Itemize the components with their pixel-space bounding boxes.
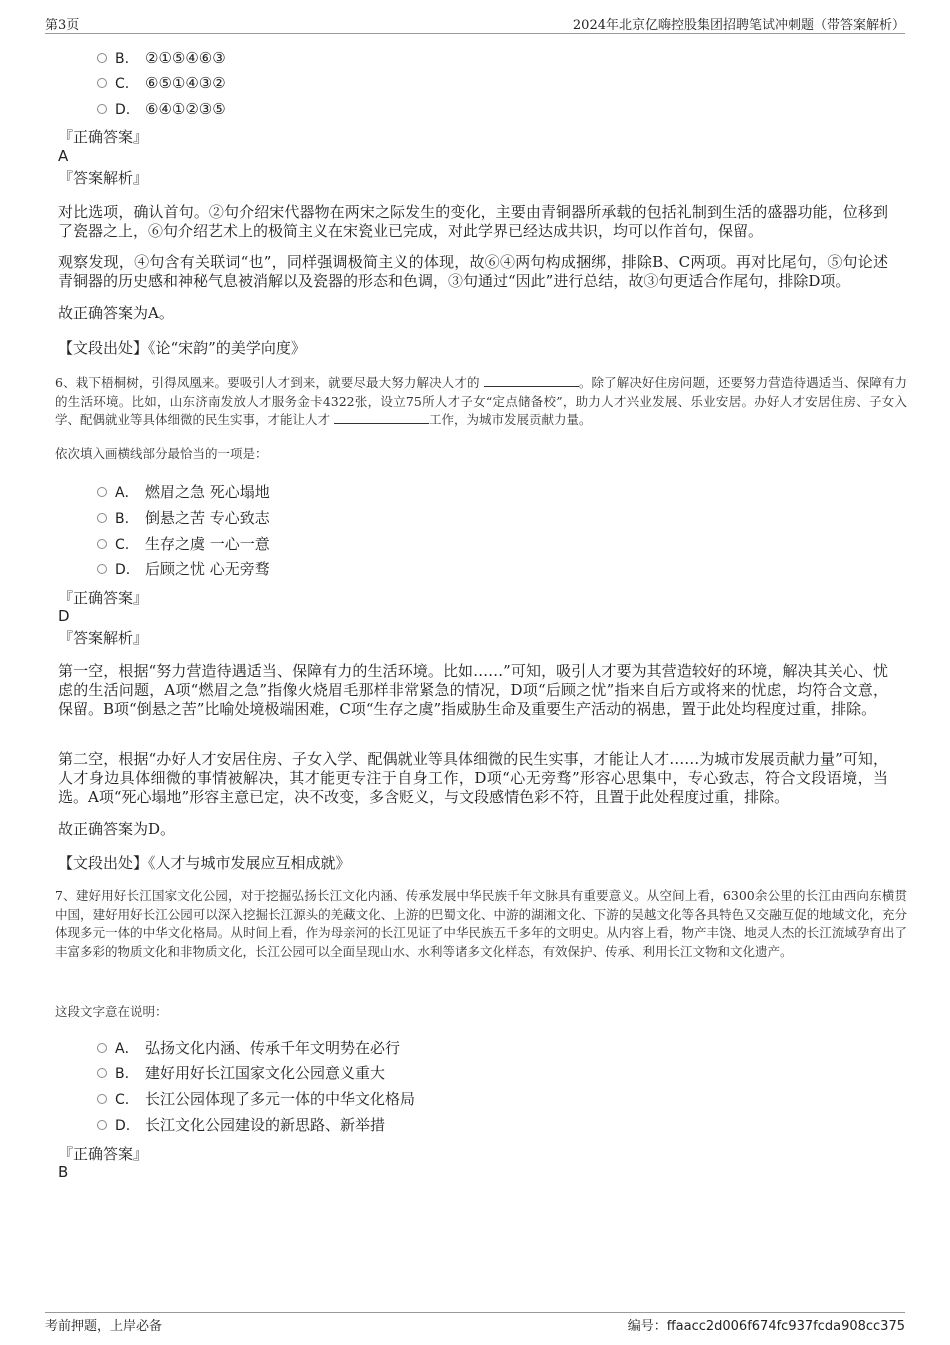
q5-answer: A [58,147,69,165]
q5-analysis-p3: 故正确答案为A。 [58,304,174,322]
q7-answer: B [58,1163,69,1181]
q7-option-d[interactable]: D. 长江文化公园建设的新思路、新举措 [97,1115,385,1135]
q6-option-b[interactable]: B. 倒悬之苦 专心致志 [97,508,270,528]
q5-answer-label: 『正确答案』 [58,128,149,146]
q6-analysis-p1: 第一空，根据“努力营造待遇适当、保障有力的生活环境。比如……”可知，吸引人才要为其营造较好的环境，解决其关心、忧虑的生活问题，A项“燃眉之急”指像火烧眉毛那样非常紧急的情况，D项“后顾之忧”指来自后方或将来的忧虑，均符合文意，保留。B项“倒悬之苦”比喻处境极端困难，C项“生存之虞”指威胁生命及重要生产活动的祸患，置于此处均程度过重，排除。 [58,662,888,718]
q6-prompt: 依次填入画横线部分最恰当的一项是： [55,446,268,461]
q7-prompt: 这段文字意在说明： [55,1004,168,1019]
q5-analysis-p1: 对比选项，确认首句。②句介绍宋代器物在两宋之际发生的变化，主要由青铜器所承载的包括礼制到生活的盛器功能，位移到了瓷器之上，⑥句介绍艺术上的极简主义在宋瓷业已完成，对此学界已经达成共识，均可以作首句，保留。 [58,203,888,240]
radio-icon[interactable] [97,513,107,523]
radio-icon[interactable] [97,1120,107,1130]
q6-analysis-p3: 故正确答案为D。 [58,820,176,838]
footer-slogan: 考前押题，上岸必备 [45,1319,163,1334]
q6-analysis-p2: 第二空，根据“办好人才安居住房、子女入学、配偶就业等具体细微的民生实事，才能让人才……为城市发展贡献力量”可知，人才身边具体细微的事情被解决，其才能更专注于自身工作，D项“心无旁骛”形容心思集中，专心致志，符合文段语境，当选。A项“死心塌地”形容主意已定，决不改变，多含贬义，与文段感情色彩不符，且置于此处程度过重，排除。 [58,750,888,806]
q7-option-b[interactable]: B. 建好用好长江国家文化公园意义重大 [97,1063,385,1083]
q5-analysis-p2: 观察发现，④句含有关联词“也”，同样强调极简主义的体现，故⑥④两句构成捆绑，排除B、C两项。再对比尾句，⑤句论述青铜器的历史感和神秘气息被消解以及瓷器的形态和色调，③句通过“因此”进行总结，故③句更适合作尾句，排除D项。 [58,253,888,290]
radio-icon[interactable] [97,487,107,497]
q7-stem: 7、建好用好长江国家文化公园，对于挖掘弘扬长江文化内涵、传承发展中华民族千年文脉具有重要意义。从空间上看，6300余公里的长江由西向东横贯中国，建好用好长江公园可以深入挖掘长江源头的羌藏文化、上游的巴蜀文化、中游的湖湘文化、下游的吴越文化等各具特色又交融互促的地域文化，充分体现多元一体的中华文化格局。从时间上看，作为母亲河的长江见证了中华民族五千多年的文明史。从内容上看，物产丰饶、地灵人杰的长江流域孕育出了丰富多彩的物质文化和非物质文化，长江公园可以全面呈现山水、水利等诸多文化样态，有效保护、传承、利用长江文物和文化遗产。 [55,888,907,959]
q5-option-b[interactable]: B. ②①⑤④⑥③ [97,48,226,68]
q6-option-d[interactable]: D. 后顾之忧 心无旁骛 [97,559,270,579]
document-title: 2024年北京亿嗨控股集团招聘笔试冲刺题（带答案解析） [572,18,905,33]
q6-analysis-label: 『答案解析』 [58,629,149,647]
blank-line [334,412,429,424]
document-id: 编号：ffaacc2d006f674fc937fcda908cc375 [627,1319,905,1334]
page-number: 第3页 [45,18,80,33]
q5-option-c[interactable]: C. ⑥⑤①④③② [97,73,226,93]
q5-option-d[interactable]: D. ⑥④①②③⑤ [97,99,226,119]
q5-analysis-label: 『答案解析』 [58,169,149,187]
radio-icon[interactable] [97,1094,107,1104]
radio-icon[interactable] [97,1043,107,1053]
radio-icon[interactable] [97,564,107,574]
page-footer [45,1312,905,1334]
radio-icon[interactable] [97,1068,107,1078]
radio-icon[interactable] [97,53,107,63]
q7-option-a[interactable]: A． 弘扬文化内涵、传承千年文明势在必行 [97,1038,400,1058]
radio-icon[interactable] [97,539,107,549]
q6-option-a[interactable]: A． 燃眉之急 死心塌地 [97,482,270,502]
q7-option-c[interactable]: C. 长江公园体现了多元一体的中华文化格局 [97,1089,415,1109]
q7-answer-label: 『正确答案』 [58,1145,149,1163]
q6-option-c[interactable]: C. 生存之虞 一心一意 [97,534,270,554]
page-header [45,14,905,34]
q6-stem: 6、栽下梧桐树，引得凤凰来。要吸引人才到来，就要尽最大努力解决人才的 。除了解决好住房问题，还要努力营造待遇适当、保障有力的生活环境。比如，山东济南发放人才服务金卡4322张，设立75所人才子女“定点储备校”，助力人才兴业发展、乐业安居。办好人才安居住房、子女入学、配偶就业等具体细微的民生实事，才能让人才 工作，为城市发展贡献力量。 [55,375,907,427]
radio-icon[interactable] [97,104,107,114]
q5-source: 【文段出处】《论“宋韵”的美学向度》 [58,339,306,357]
q6-answer-label: 『正确答案』 [58,589,149,607]
blank-line [484,375,579,387]
q6-answer: D [58,607,70,625]
radio-icon[interactable] [97,78,107,88]
q6-source: 【文段出处】《人才与城市发展应互相成就》 [58,854,351,872]
